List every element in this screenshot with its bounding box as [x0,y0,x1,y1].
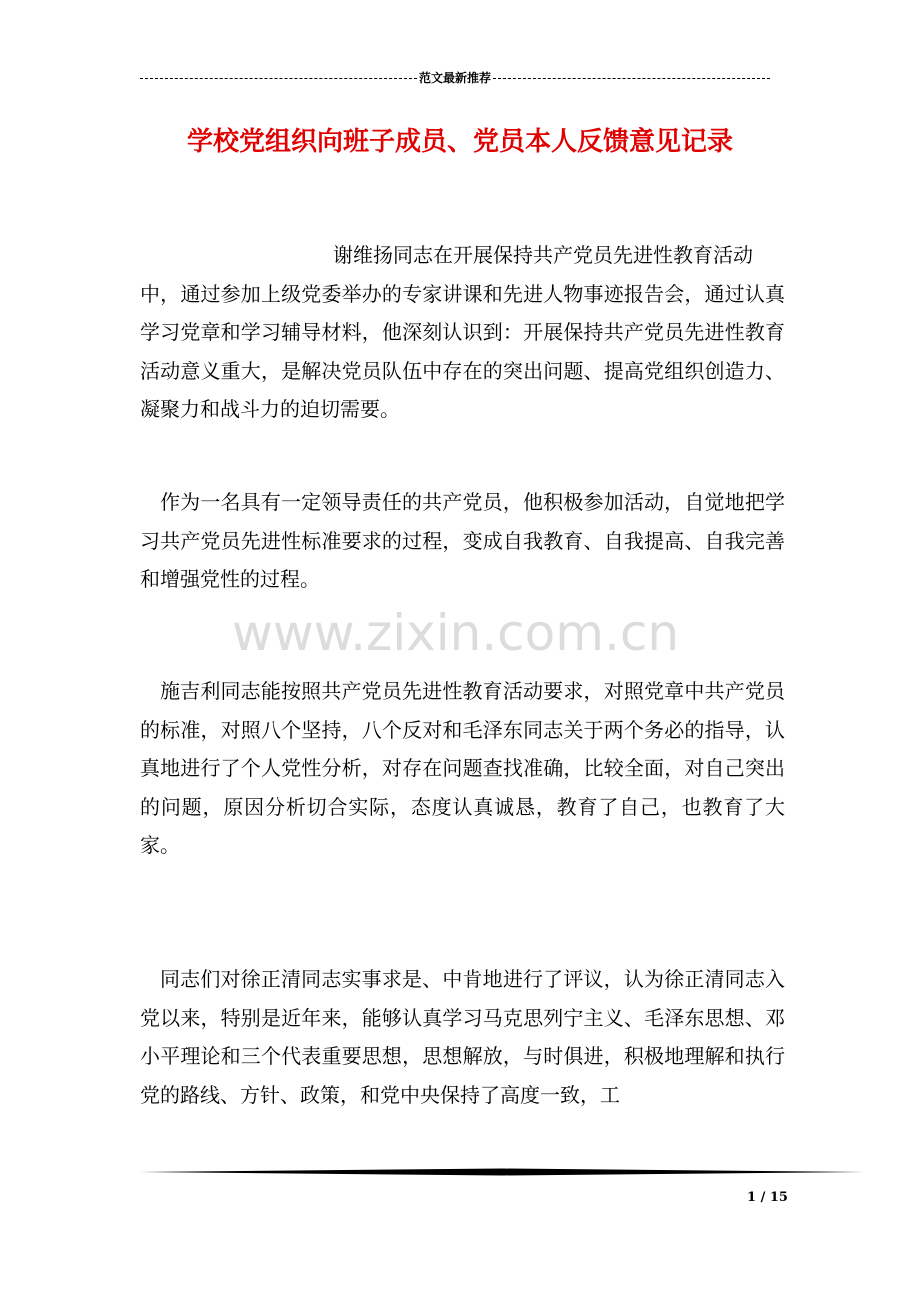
header-label: 范文最新推荐 [419,71,492,85]
paragraph-1-body: 中，通过参加上级党委举办的专家讲课和先进人物事迹报告会，通过认真学习党章和学习辅导材料，他深刻认识到：开展保持共产党员先进性教育活动意义重大，是解决党员队伍中存在的突出问题、提高党组织创造力、凝聚力和战斗力的迫切需要。 [140,281,785,421]
header-dash-right [493,78,770,79]
paragraph-4 [140,960,785,1114]
paragraph-3-body: 施吉利同志能按照共产党员先进性教育活动要求，对照党章中共产党员的标准，对照八个坚持，八个反对和毛泽东同志关于两个务必的指导，认真地进行了个人党性分析，对存在问题查找准确，比较全面，对自己突出的问题，原因分析切合实际，态度认真诚恳，教育了自己，也教育了大家。 [140,679,785,857]
paragraph-2 [140,483,785,599]
header-dash-left [140,78,417,79]
paragraph-4-body: 同志们对徐正清同志实事求是、中肯地进行了评议，认为徐正清同志入党以来，特别是近年来，能够认真学习马克思列宁主义、毛泽东思想、邓小平理论和三个代表重要思想，思想解放，与时俱进，积极地理解和执行党的路线、方针、政策，和党中央保持了高度一致，工 [140,967,785,1107]
watermark: www.zixin.com.cn [232,604,680,662]
page-header [140,68,770,88]
page-number: 1 / 15 [747,1190,788,1205]
document-title: 学校党组织向班子成员、党员本人反馈意见记录 [186,127,733,157]
footer-rule [140,1168,864,1176]
paragraph-2-body: 作为一名具有一定领导责任的共产党员，他积极参加活动，自觉地把学习共产党员先进性标准要求的过程，变成自我教育、自我提高、自我完善和增强党性的过程。 [140,490,785,591]
paragraph-1 [140,236,785,429]
paragraph-1-first-line: 谢维扬同志在开展保持共产党员先进性教育活动 [333,243,753,267]
paragraph-3 [140,672,785,865]
